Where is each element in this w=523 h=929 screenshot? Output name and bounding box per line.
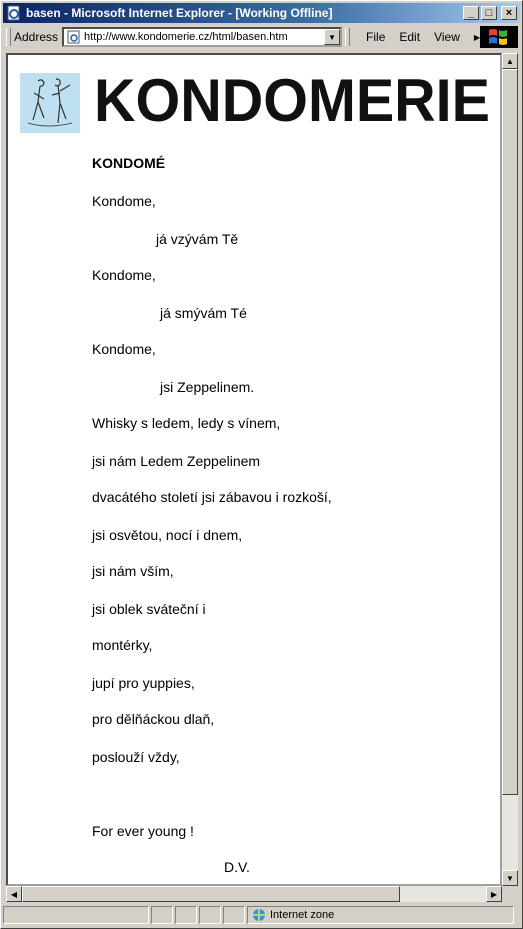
address-label: Address xyxy=(14,30,59,44)
maximize-icon: □ xyxy=(485,7,493,19)
status-text-pane xyxy=(3,906,149,924)
address-toolbar xyxy=(3,25,520,49)
poem-line: Kondome, xyxy=(92,193,156,209)
status-pane xyxy=(223,906,245,924)
address-input[interactable] xyxy=(62,27,342,47)
poem-line: pro dělňáckou dlaň, xyxy=(92,711,215,727)
menu-bar xyxy=(359,30,487,44)
poem-line: já vzývám Tě xyxy=(156,231,239,247)
status-pane xyxy=(199,906,221,924)
horizontal-scrollbar[interactable] xyxy=(6,886,502,902)
site-logo xyxy=(94,69,494,138)
poem-line: jsi Zeppelinem. xyxy=(160,379,255,395)
close-icon: × xyxy=(505,7,513,19)
title-bar[interactable] xyxy=(3,3,520,23)
maximize-button[interactable] xyxy=(481,6,497,20)
zone-pane xyxy=(247,906,514,924)
toolbar-grip[interactable] xyxy=(6,28,11,46)
window-title: basen - Microsoft Internet Explorer - [Working Offline] xyxy=(26,6,333,20)
menu-file[interactable]: File xyxy=(366,30,386,44)
scrollbar-corner xyxy=(502,886,518,902)
poem-line: Whisky s ledem, ledy s vínem, xyxy=(92,415,281,431)
internet-zone-icon xyxy=(251,907,267,923)
logo-image xyxy=(20,73,80,133)
minimize-icon: _ xyxy=(467,7,475,19)
status-pane xyxy=(151,906,173,924)
ie-page-icon xyxy=(6,5,22,21)
arrow-right-icon: ▶ xyxy=(490,889,498,899)
more-chevron-icon[interactable]: ▶ xyxy=(473,32,481,42)
arrow-left-icon: ◀ xyxy=(10,889,18,899)
windows-logo-icon xyxy=(480,26,518,48)
horizontal-scroll-thumb[interactable] xyxy=(22,886,400,902)
address-url: http://www.kondomerie.cz/html/basen.htm xyxy=(84,31,288,43)
scroll-down-button[interactable] xyxy=(502,870,518,886)
toolbar-grip[interactable] xyxy=(345,28,350,46)
arrow-down-icon: ▼ xyxy=(506,873,514,883)
poem-line: dvacátého století jsi zábavou i rozkoší, xyxy=(92,489,332,505)
address-dropdown-button[interactable] xyxy=(324,29,340,45)
scroll-right-button[interactable] xyxy=(486,886,502,902)
scroll-left-button[interactable] xyxy=(6,886,22,902)
poem-line: jsi nám Ledem Zeppelinem xyxy=(92,453,261,469)
poem-line: jsi nám vším, xyxy=(92,563,174,579)
page-content xyxy=(6,53,502,886)
status-bar xyxy=(3,906,520,926)
page-icon xyxy=(67,30,81,44)
close-button[interactable] xyxy=(501,6,517,20)
poem-line: jupí pro yuppies, xyxy=(92,675,195,691)
poem-line: Kondome, xyxy=(92,341,156,357)
chevron-down-icon: ▼ xyxy=(328,32,336,42)
zone-label: Internet zone xyxy=(270,909,335,921)
poem-line: montérky, xyxy=(92,637,153,653)
vertical-scroll-thumb[interactable] xyxy=(502,69,518,795)
poem-line: já smývám Té xyxy=(160,305,247,321)
status-pane xyxy=(175,906,197,924)
scroll-up-button[interactable] xyxy=(502,53,518,69)
poem-title: KONDOMÉ xyxy=(92,155,166,171)
poem-line: Kondome, xyxy=(92,267,156,283)
minimize-button[interactable] xyxy=(463,6,479,20)
logo-text: KONDOMERIE xyxy=(94,69,490,133)
poem-signature: D.V. xyxy=(224,859,250,875)
poem-line: jsi oblek sváteční i xyxy=(92,601,206,617)
menu-view[interactable]: View xyxy=(434,30,460,44)
poem-line: For ever young ! xyxy=(92,823,194,839)
poem-line: jsi osvětou, nocí i dnem, xyxy=(92,527,243,543)
poem-line: poslouží vždy, xyxy=(92,749,180,765)
arrow-up-icon: ▲ xyxy=(506,56,514,66)
vertical-scrollbar[interactable] xyxy=(502,53,518,886)
menu-edit[interactable]: Edit xyxy=(399,30,421,44)
